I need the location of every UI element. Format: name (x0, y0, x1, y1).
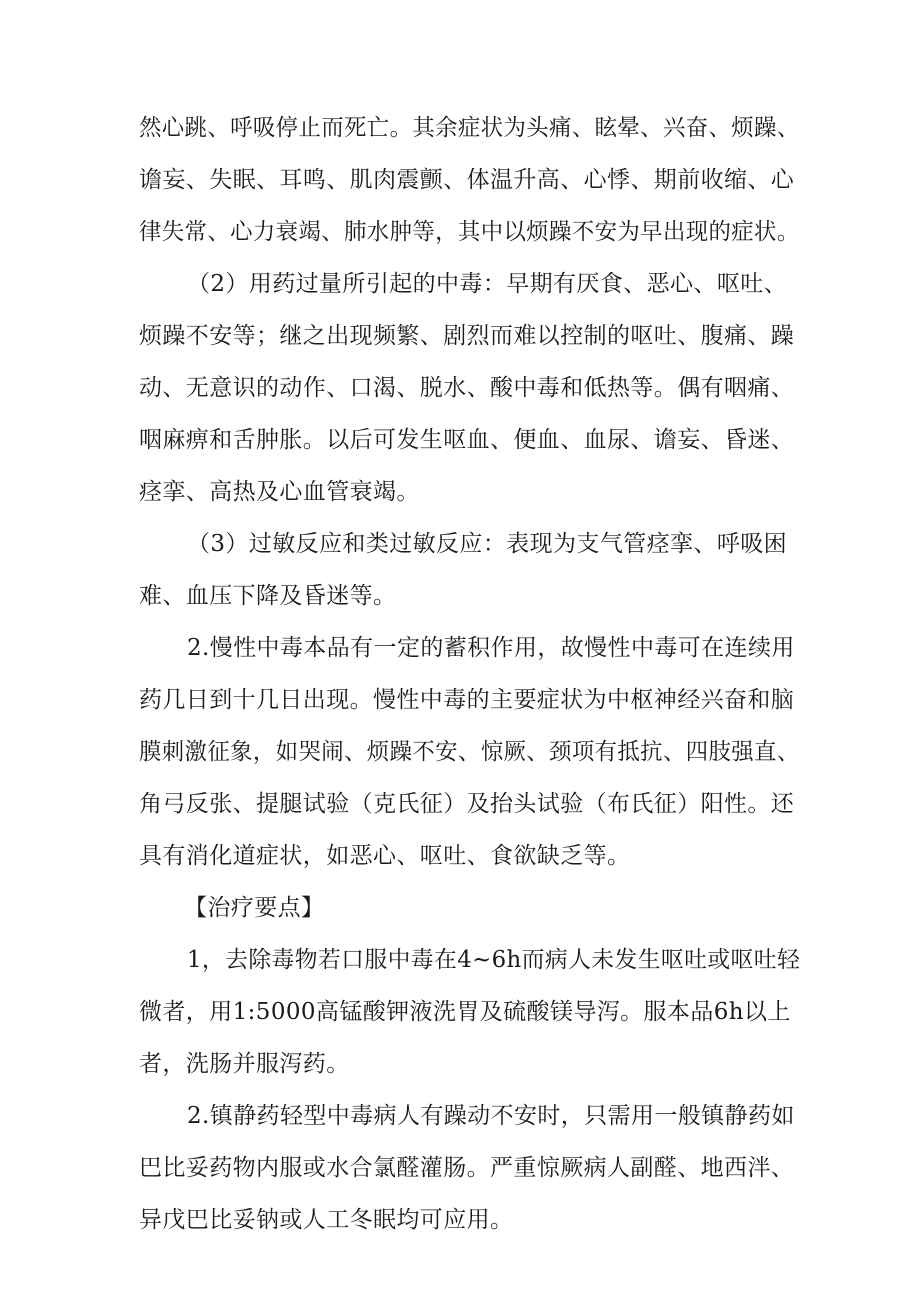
text-line-14: 角弓反张、提腿试验（克氏征）及抬头试验（布氏征）阳性。还 (139, 791, 795, 817)
text-line-4: （2）用药过量所引起的中毒：早期有厌食、恶心、呕吐、 (187, 271, 788, 297)
text-line-15: 具有消化道症状，如恶心、呕吐、食欲缺乏等。 (139, 843, 631, 869)
text-line-9: （3）过敏反应和类过敏反应：表现为支气管痉挛、呼吸困 (187, 531, 788, 557)
text-line-1: 然心跳、呼吸停止而死亡。其余症状为头痛、眩晕、兴奋、烦躁、 (139, 115, 800, 141)
text-line-17: 1，去除毒物若口服中毒在4~6h而病人未发生呕吐或呕吐轻 (187, 947, 801, 973)
text-line-7: 咽麻痹和舌肿胀。以后可发生呕血、便血、血尿、谵妄、昏迷、 (139, 427, 795, 453)
text-line-3: 律失常、心力衰竭、肺水肿等，其中以烦躁不安为早出现的症状。 (139, 219, 800, 245)
text-line-20: 2.镇静药轻型中毒病人有躁动不安时，只需用一般镇静药如 (187, 1103, 795, 1129)
text-line-21: 巴比妥药物内服或水合氯醛灌肠。严重惊厥病人副醛、地西泮、 (139, 1155, 795, 1181)
text-line-5: 烦躁不安等；继之出现频繁、剧烈而难以控制的呕吐、腹痛、躁 (139, 323, 795, 349)
text-line-13: 膜刺激征象，如哭闹、烦躁不安、惊厥、颈项有抵抗、四肢强直、 (139, 739, 800, 765)
text-line-22: 异戊巴比妥钠或人工冬眠均可应用。 (139, 1207, 514, 1233)
section-heading-treatment: 【治疗要点】 (184, 895, 325, 921)
text-line-2: 谵妄、失眠、耳鸣、肌肉震颤、体温升高、心悸、期前收缩、心 (139, 167, 795, 193)
text-line-8: 痉挛、高热及心血管衰竭。 (139, 479, 420, 505)
text-line-11: 2.慢性中毒本品有一定的蓄积作用，故慢性中毒可在连续用 (187, 635, 795, 661)
text-line-6: 动、无意识的动作、口渴、脱水、酸中毒和低热等。偶有咽痛、 (139, 375, 795, 401)
text-line-12: 药几日到十几日出现。慢性中毒的主要症状为中枢神经兴奋和脑 (139, 687, 795, 713)
text-line-18: 微者，用1:5000高锰酸钾液洗胃及硫酸镁导泻。服本品6h以上 (139, 999, 791, 1025)
text-line-10: 难、血压下降及昏迷等。 (139, 583, 397, 609)
text-line-19: 者，洗肠并服泻药。 (139, 1051, 350, 1077)
